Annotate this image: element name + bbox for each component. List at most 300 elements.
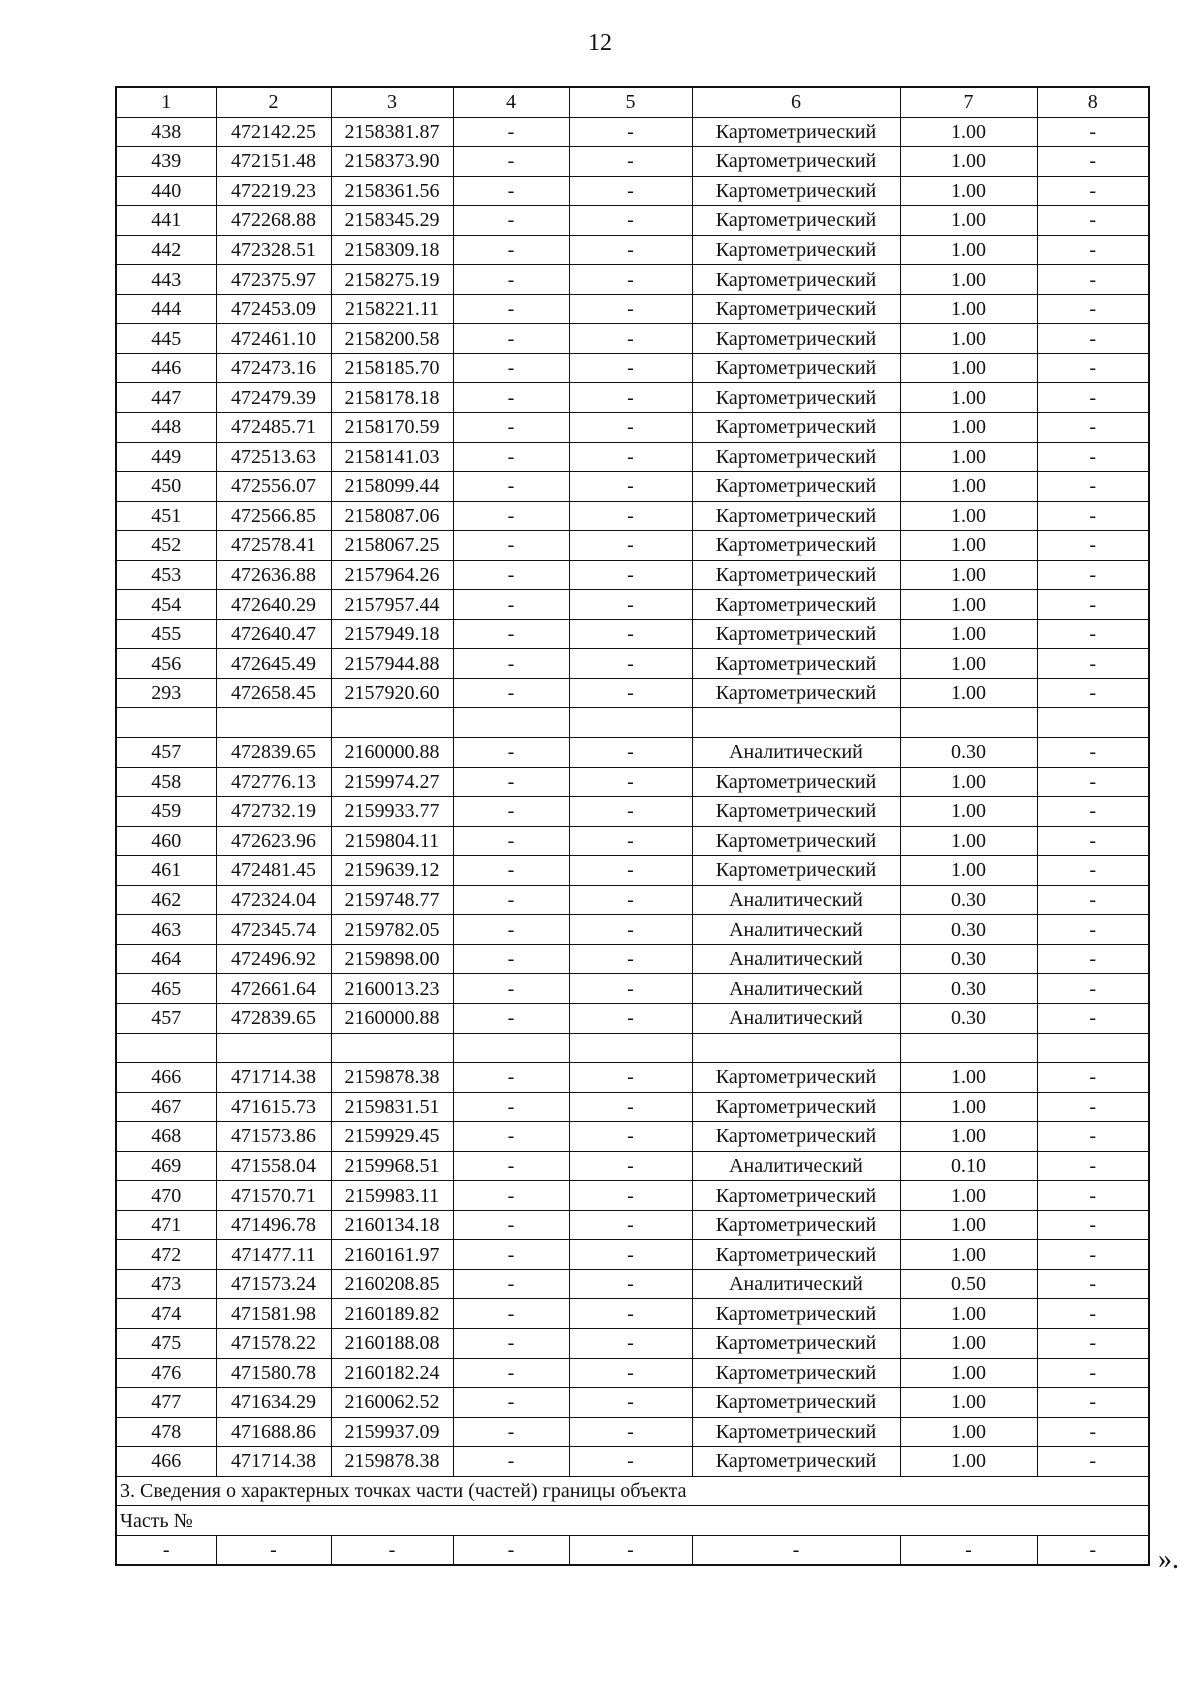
- table-cell: 472513.63: [216, 442, 331, 472]
- table-cell: 0.30: [900, 974, 1037, 1004]
- table-cell: 2160062.52: [331, 1388, 453, 1418]
- table-cell: -: [1037, 678, 1149, 708]
- table-cell: 472578.41: [216, 531, 331, 561]
- table-cell: -: [569, 1417, 692, 1447]
- table-cell: 472496.92: [216, 944, 331, 974]
- table-cell: 2160013.23: [331, 974, 453, 1004]
- table-cell: Картометрический: [692, 235, 900, 265]
- table-cell: 471581.98: [216, 1299, 331, 1329]
- table-cell: -: [453, 1151, 569, 1181]
- table-cell: 293: [116, 678, 216, 708]
- table-row: [116, 1151, 1149, 1181]
- column-header: 4: [453, 87, 569, 117]
- table-cell: -: [1037, 1122, 1149, 1152]
- table-cell: 1.00: [900, 856, 1037, 886]
- table-cell: -: [569, 826, 692, 856]
- column-header: 6: [692, 87, 900, 117]
- table-cell: Картометрический: [692, 856, 900, 886]
- table-cell: 464: [116, 944, 216, 974]
- table-cell: 446: [116, 353, 216, 383]
- table-cell: -: [1037, 1269, 1149, 1299]
- table-cell: 2158381.87: [331, 117, 453, 147]
- table-cell: 2158200.58: [331, 324, 453, 354]
- table-cell: 1.00: [900, 1299, 1037, 1329]
- table-cell: -: [116, 1535, 216, 1565]
- table-cell: [1037, 1033, 1149, 1063]
- table-row: [116, 501, 1149, 531]
- table-cell: -: [569, 1299, 692, 1329]
- table-row: [116, 383, 1149, 413]
- table-cell: 2159974.27: [331, 767, 453, 797]
- table-cell: 474: [116, 1299, 216, 1329]
- table-cell: -: [569, 235, 692, 265]
- table-row: [116, 1240, 1149, 1270]
- table-cell: 445: [116, 324, 216, 354]
- table-cell: Картометрический: [692, 1388, 900, 1418]
- table-cell: 467: [116, 1092, 216, 1122]
- table-cell: 2158170.59: [331, 413, 453, 443]
- table-cell: -: [900, 1535, 1037, 1565]
- table-cell: -: [1037, 265, 1149, 295]
- table-cell: 472328.51: [216, 235, 331, 265]
- table-cell: -: [1037, 206, 1149, 236]
- table-cell: 1.00: [900, 1358, 1037, 1388]
- table-cell: Картометрический: [692, 413, 900, 443]
- table-cell: Картометрический: [692, 797, 900, 827]
- table-row: [116, 1299, 1149, 1329]
- table-cell: -: [1037, 117, 1149, 147]
- table-row: [116, 1063, 1149, 1093]
- table-cell: -: [453, 294, 569, 324]
- table-cell: 1.00: [900, 294, 1037, 324]
- table-row: [116, 915, 1149, 945]
- table-cell: -: [569, 531, 692, 561]
- table-cell: 1.00: [900, 1092, 1037, 1122]
- table-cell: 471573.86: [216, 1122, 331, 1152]
- table-cell: -: [569, 206, 692, 236]
- table-cell: -: [569, 1210, 692, 1240]
- table-cell: -: [453, 117, 569, 147]
- table-cell: -: [453, 1210, 569, 1240]
- table-cell: 476: [116, 1358, 216, 1388]
- table-cell: Аналитический: [692, 1151, 900, 1181]
- table-row: [116, 619, 1149, 649]
- table-cell: -: [1037, 1092, 1149, 1122]
- table-cell: 449: [116, 442, 216, 472]
- table-cell: 1.00: [900, 1181, 1037, 1211]
- part-rows: [116, 1535, 1149, 1565]
- table-cell: 450: [116, 472, 216, 502]
- table-cell: Картометрический: [692, 472, 900, 502]
- table-cell: 472345.74: [216, 915, 331, 945]
- page-number: 12: [588, 30, 612, 56]
- table-cell: 470: [116, 1181, 216, 1211]
- table-cell: -: [453, 590, 569, 620]
- table-row: [116, 856, 1149, 886]
- table-cell: -: [1037, 1447, 1149, 1477]
- table-cell: 466: [116, 1447, 216, 1477]
- table-row: [116, 738, 1149, 768]
- table-cell: 2158373.90: [331, 147, 453, 177]
- table-cell: Картометрический: [692, 1240, 900, 1270]
- table-row: [116, 206, 1149, 236]
- table-cell: 472481.45: [216, 856, 331, 886]
- table-cell: 478: [116, 1417, 216, 1447]
- table-cell: -: [1037, 235, 1149, 265]
- table-row: [116, 974, 1149, 1004]
- table-cell: -: [569, 885, 692, 915]
- table-cell: -: [453, 738, 569, 768]
- table-cell: 472640.47: [216, 619, 331, 649]
- table-cell: 460: [116, 826, 216, 856]
- table-row: [116, 265, 1149, 295]
- table-cell: -: [569, 738, 692, 768]
- table-cell: -: [569, 265, 692, 295]
- table-cell: 444: [116, 294, 216, 324]
- table-cell: 453: [116, 560, 216, 590]
- table-cell: [900, 1033, 1037, 1063]
- table-cell: -: [216, 1535, 331, 1565]
- table-row: [116, 1535, 1149, 1565]
- table-cell: -: [453, 442, 569, 472]
- table-row: [116, 885, 1149, 915]
- table-cell: -: [569, 619, 692, 649]
- table-cell: Картометрический: [692, 590, 900, 620]
- table-cell: -: [1037, 176, 1149, 206]
- table-cell: -: [453, 176, 569, 206]
- table-cell: 2159748.77: [331, 885, 453, 915]
- table-cell: 1.00: [900, 324, 1037, 354]
- table-cell: -: [1037, 856, 1149, 886]
- table-cell: -: [1037, 649, 1149, 679]
- table-cell: 472: [116, 1240, 216, 1270]
- table-cell: -: [453, 265, 569, 295]
- table-cell: -: [453, 915, 569, 945]
- table-cell: -: [1037, 1535, 1149, 1565]
- table-cell: -: [569, 176, 692, 206]
- table-row: [116, 294, 1149, 324]
- table-cell: 2158185.70: [331, 353, 453, 383]
- table-cell: 461: [116, 856, 216, 886]
- table-cell: Картометрический: [692, 1092, 900, 1122]
- table-cell: -: [453, 1299, 569, 1329]
- table-cell: Картометрический: [692, 294, 900, 324]
- table-cell: -: [569, 1151, 692, 1181]
- table-cell: 472658.45: [216, 678, 331, 708]
- table-cell: -: [453, 413, 569, 443]
- table-cell: 454: [116, 590, 216, 620]
- table-row: [116, 767, 1149, 797]
- table-cell: 2158345.29: [331, 206, 453, 236]
- table-header: [116, 87, 1149, 117]
- table-cell: 0.30: [900, 944, 1037, 974]
- table-cell: -: [569, 1092, 692, 1122]
- table-cell: Картометрический: [692, 1063, 900, 1093]
- table-cell: -: [453, 1063, 569, 1093]
- table-cell: -: [569, 560, 692, 590]
- table-cell: 2157949.18: [331, 619, 453, 649]
- table-cell: 1.00: [900, 353, 1037, 383]
- table-cell: 472151.48: [216, 147, 331, 177]
- table-cell: Аналитический: [692, 1003, 900, 1033]
- table-row: [116, 649, 1149, 679]
- table-cell: 1.00: [900, 265, 1037, 295]
- table-cell: -: [453, 1240, 569, 1270]
- table-cell: 2159878.38: [331, 1063, 453, 1093]
- table-cell: -: [453, 1181, 569, 1211]
- table-cell: Картометрический: [692, 619, 900, 649]
- table-cell: 452: [116, 531, 216, 561]
- table-cell: 1.00: [900, 472, 1037, 502]
- table-cell: 0.10: [900, 1151, 1037, 1181]
- table-cell: [569, 708, 692, 738]
- table-cell: 466: [116, 1063, 216, 1093]
- table-cell: -: [1037, 1328, 1149, 1358]
- table-cell: -: [453, 1388, 569, 1418]
- table-cell: Картометрический: [692, 442, 900, 472]
- table-cell: 472485.71: [216, 413, 331, 443]
- table-cell: 472219.23: [216, 176, 331, 206]
- table-cell: -: [1037, 294, 1149, 324]
- table-row: [116, 413, 1149, 443]
- table-row: [116, 1417, 1149, 1447]
- table-cell: 1.00: [900, 1328, 1037, 1358]
- table-cell: -: [1037, 1388, 1149, 1418]
- table-cell: -: [569, 442, 692, 472]
- table-row: [116, 531, 1149, 561]
- table-row: [116, 1092, 1149, 1122]
- table-row: [116, 472, 1149, 502]
- table-cell: 472142.25: [216, 117, 331, 147]
- table-cell: [216, 1033, 331, 1063]
- table-cell: 439: [116, 147, 216, 177]
- table-cell: 2159831.51: [331, 1092, 453, 1122]
- table-cell: Картометрический: [692, 1299, 900, 1329]
- table-cell: 1.00: [900, 1240, 1037, 1270]
- table-cell: -: [453, 235, 569, 265]
- table-cell: 472473.16: [216, 353, 331, 383]
- table-cell: -: [453, 856, 569, 886]
- table-cell: -: [453, 1269, 569, 1299]
- table-cell: 472566.85: [216, 501, 331, 531]
- table-cell: 1.00: [900, 649, 1037, 679]
- table-cell: 2160182.24: [331, 1358, 453, 1388]
- table-row: [116, 1358, 1149, 1388]
- table-row: [116, 117, 1149, 147]
- table-row: [116, 1122, 1149, 1152]
- table-row: [116, 1388, 1149, 1418]
- table-cell: 1.00: [900, 1122, 1037, 1152]
- table-cell: [331, 1033, 453, 1063]
- table-cell: 2158141.03: [331, 442, 453, 472]
- table-row: [116, 678, 1149, 708]
- table-cell: 455: [116, 619, 216, 649]
- table-cell: -: [569, 1535, 692, 1565]
- table-cell: 1.00: [900, 531, 1037, 561]
- table-cell: 1.00: [900, 826, 1037, 856]
- table-cell: -: [1037, 944, 1149, 974]
- table-cell: -: [1037, 1299, 1149, 1329]
- table-cell: -: [1037, 442, 1149, 472]
- table-row: [116, 708, 1149, 738]
- table-cell: 0.30: [900, 738, 1037, 768]
- table-cell: 1.00: [900, 797, 1037, 827]
- table-cell: 2158275.19: [331, 265, 453, 295]
- table-cell: 471578.22: [216, 1328, 331, 1358]
- table-cell: 1.00: [900, 235, 1037, 265]
- column-header: 8: [1037, 87, 1149, 117]
- table-row: [116, 1269, 1149, 1299]
- table-cell: -: [569, 797, 692, 827]
- table-row: [116, 176, 1149, 206]
- table-cell: -: [569, 353, 692, 383]
- table-cell: -: [1037, 1358, 1149, 1388]
- table-cell: -: [1037, 560, 1149, 590]
- table-cell: 471570.71: [216, 1181, 331, 1211]
- table-cell: [692, 708, 900, 738]
- table-cell: -: [569, 383, 692, 413]
- table-cell: -: [453, 797, 569, 827]
- section-title-row: [116, 1476, 1149, 1506]
- table-cell: Аналитический: [692, 1269, 900, 1299]
- table-cell: 2160000.88: [331, 738, 453, 768]
- table-cell: Картометрический: [692, 649, 900, 679]
- table-cell: 472324.04: [216, 885, 331, 915]
- table-cell: Картометрический: [692, 265, 900, 295]
- table-cell: Картометрический: [692, 1122, 900, 1152]
- table-cell: -: [1037, 1417, 1149, 1447]
- table-cell: -: [1037, 619, 1149, 649]
- table-cell: -: [453, 1122, 569, 1152]
- table-cell: 1.00: [900, 678, 1037, 708]
- table-cell: [216, 708, 331, 738]
- table-cell: 2160188.08: [331, 1328, 453, 1358]
- table-cell: -: [569, 915, 692, 945]
- table-cell: 472479.39: [216, 383, 331, 413]
- table-row: [116, 1181, 1149, 1211]
- table-cell: -: [453, 1358, 569, 1388]
- table-cell: 2159933.77: [331, 797, 453, 827]
- table-cell: 440: [116, 176, 216, 206]
- table-cell: 458: [116, 767, 216, 797]
- table-cell: 1.00: [900, 176, 1037, 206]
- table-cell: Картометрический: [692, 147, 900, 177]
- table-cell: 2158221.11: [331, 294, 453, 324]
- table-cell: [453, 1033, 569, 1063]
- table-cell: [569, 1033, 692, 1063]
- table-cell: 472623.96: [216, 826, 331, 856]
- table-cell: 441: [116, 206, 216, 236]
- table-cell: 1.00: [900, 117, 1037, 147]
- table-cell: Картометрический: [692, 501, 900, 531]
- table-cell: 2160000.88: [331, 1003, 453, 1033]
- table-cell: 1.00: [900, 383, 1037, 413]
- table-cell: -: [453, 472, 569, 502]
- table-cell: Картометрический: [692, 117, 900, 147]
- table-cell: 472268.88: [216, 206, 331, 236]
- table-cell: 471615.73: [216, 1092, 331, 1122]
- table-cell: [116, 708, 216, 738]
- table-cell: 2157920.60: [331, 678, 453, 708]
- table-row: [116, 147, 1149, 177]
- table-cell: Картометрический: [692, 1447, 900, 1477]
- table-cell: 459: [116, 797, 216, 827]
- table-cell: -: [569, 767, 692, 797]
- table-cell: 475: [116, 1328, 216, 1358]
- table-cell: 472375.97: [216, 265, 331, 295]
- table-cell: 457: [116, 738, 216, 768]
- table-body: [116, 117, 1149, 1476]
- table-cell: -: [569, 856, 692, 886]
- table-cell: -: [453, 1417, 569, 1447]
- table-cell: [116, 1033, 216, 1063]
- table-cell: -: [453, 649, 569, 679]
- table-cell: 472453.09: [216, 294, 331, 324]
- table-cell: Аналитический: [692, 738, 900, 768]
- table-cell: 457: [116, 1003, 216, 1033]
- table-cell: 471688.86: [216, 1417, 331, 1447]
- table-cell: -: [453, 501, 569, 531]
- table-row: [116, 590, 1149, 620]
- table-cell: Картометрический: [692, 176, 900, 206]
- table-cell: 2158309.18: [331, 235, 453, 265]
- table-cell: -: [569, 1447, 692, 1477]
- table-cell: Картометрический: [692, 826, 900, 856]
- section-3: [116, 1476, 1149, 1535]
- column-header: 5: [569, 87, 692, 117]
- table-cell: 2159804.11: [331, 826, 453, 856]
- table-cell: -: [569, 1269, 692, 1299]
- table-cell: 1.00: [900, 1388, 1037, 1418]
- table-cell: 2158178.18: [331, 383, 453, 413]
- table-cell: Аналитический: [692, 944, 900, 974]
- table-cell: 1.00: [900, 1063, 1037, 1093]
- table-cell: -: [1037, 353, 1149, 383]
- table-cell: 469: [116, 1151, 216, 1181]
- table-row: [116, 944, 1149, 974]
- table-cell: 2160161.97: [331, 1240, 453, 1270]
- table-cell: -: [453, 531, 569, 561]
- table-cell: 472839.65: [216, 1003, 331, 1033]
- table-cell: -: [453, 974, 569, 1004]
- table-cell: -: [1037, 147, 1149, 177]
- table-cell: -: [1037, 1063, 1149, 1093]
- header-row: [116, 87, 1149, 117]
- table-cell: 1.00: [900, 619, 1037, 649]
- table-cell: -: [1037, 1003, 1149, 1033]
- table-cell: 472640.29: [216, 590, 331, 620]
- table-row: [116, 442, 1149, 472]
- table-cell: 468: [116, 1122, 216, 1152]
- table-cell: -: [1037, 501, 1149, 531]
- table-cell: -: [453, 1535, 569, 1565]
- table-cell: 472661.64: [216, 974, 331, 1004]
- column-header: 1: [116, 87, 216, 117]
- table-cell: -: [453, 826, 569, 856]
- table-cell: [692, 1033, 900, 1063]
- table-row: [116, 353, 1149, 383]
- table-row: [116, 560, 1149, 590]
- table-cell: 2158067.25: [331, 531, 453, 561]
- table-cell: -: [569, 974, 692, 1004]
- table-cell: Картометрический: [692, 206, 900, 236]
- table-cell: 2158099.44: [331, 472, 453, 502]
- table-cell: -: [569, 1240, 692, 1270]
- table-cell: 1.00: [900, 1447, 1037, 1477]
- table-cell: 463: [116, 915, 216, 945]
- table-cell: -: [453, 383, 569, 413]
- table-cell: -: [569, 147, 692, 177]
